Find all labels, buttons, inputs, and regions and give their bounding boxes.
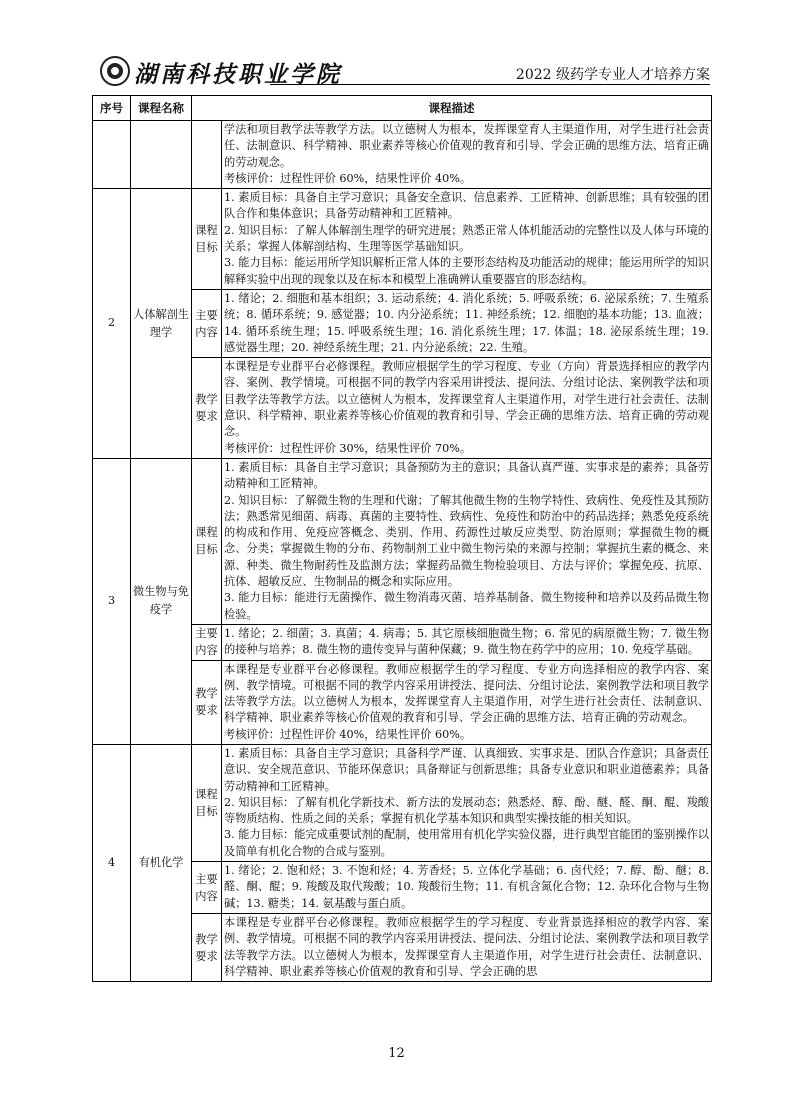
document-title: 2022 级药学专业人才培养方案 bbox=[515, 67, 710, 83]
page-header bbox=[100, 50, 710, 90]
school-name: 湖南科技职业学院 bbox=[134, 61, 342, 88]
course-contents: 1. 绪论；2. 细菌；3. 真菌；4. 病毒；5. 其它原核细胞微生物；6. 常见的病原微生物；7. 微生物的接种与培养；8. 微生物的遗传变异与菌种保藏；9. 微生物在药学中的应用；10. 免疫学基础。 bbox=[222, 624, 712, 660]
goal-label: 课程目标 bbox=[192, 744, 222, 861]
content-label: 主要内容 bbox=[192, 624, 222, 660]
table-row bbox=[93, 744, 712, 861]
course-goals: 1. 素质目标：具备自主学习意识；具备安全意识、信息素养、工匠精神、创新思维；具有较强的团队合作和集体意识；具备劳动精神和工匠精神。 2. 知识目标：了解人体解剖生理学的研究进展；熟悉正常人体机能活动的完整性以及人体与环境的关系；掌握人体解剖结构、生理等医学基础知识。 3. 能力目标：能运用所学知识解析正常人体的主要形态结构及功能活动的规律；能运用所学的知识解释实验中出现的现象以及在标本和模型上准确辨认重要器官的形态结构。 bbox=[222, 189, 712, 290]
course-no: 4 bbox=[93, 744, 131, 981]
goal-label: 课程目标 bbox=[192, 189, 222, 290]
course-goals: 1. 素质目标：具备自主学习意识；具备预防为主的意识；具备认真严谨、实事求是的素养；具备劳动精神和工匠精神。 2. 知识目标：了解微生物的生理和代谢；了解其他微生物的生物学特性、致病性、免疫性及其预防法；熟悉常见细菌、病毒、真菌的主要特性、致病性、免疫性和防治中的药品选择；熟悉免疫系统的构成和作用、免疫应答概念、类别、作用、药源性过敏反应类型、防治原则；掌握微生物的概念、分类；掌握微生物的分布、药物制剂工业中微生物污染的来源与控制；掌握抗生素的概念、来源、种类、微生物耐药性及监测方法；掌握药品微生物检验项目、方法与评价；掌握免疫、抗原、抗体、超敏反应、生物制品的概念和实际应用。 3. 能力目标：能进行无菌操作、微生物消毒灭菌、培养基制备、微生物接种和培养以及药品微生物检验。 bbox=[222, 458, 712, 624]
requirement-label: 教学要求 bbox=[192, 358, 222, 459]
course-name: 微生物与免疫学 bbox=[131, 458, 192, 744]
course-requirements: 本课程是专业群平台必修课程。教师应根据学生的学习程度、专业方向选择相应的教学内容、案例、教学情境。可根据不同的教学内容采用讲授法、提问法、分组讨论法、案例教学法和项目教学法等教学方法。以立德树人为根本，发挥课堂育人主渠道作用，对学生进行社会责任、法制意识、科学精神、职业素养等核心价值观的教育和引导、学会正确的思维方法、培育正确的劳动观念。 考核评价：过程性评价 40%，结果性评价 60%。 bbox=[222, 660, 712, 744]
header-rule bbox=[270, 84, 710, 85]
course-name: 人体解剖生理学 bbox=[131, 189, 192, 459]
course-table bbox=[92, 95, 712, 982]
header-course-desc: 课程描述 bbox=[192, 96, 712, 121]
header-course-name: 课程名称 bbox=[131, 96, 192, 121]
course-no: 3 bbox=[93, 458, 131, 744]
course-name: 有机化学 bbox=[131, 744, 192, 981]
table-row bbox=[93, 189, 712, 290]
school-logo-icon bbox=[100, 56, 130, 86]
table-row-continuation bbox=[93, 121, 712, 189]
course-contents: 1. 绪论；2. 细胞和基本组织；3. 运动系统；4. 消化系统；5. 呼吸系统；6. 泌尿系统；7. 生殖系统；8. 循环系统；9. 感觉器；10. 内分泌系统；11. 神经系统；12. 细胞的基本功能；13. 血液；14. 循环系统生理；15. 呼吸系统生理；16. 消化系统生理；17. 体温；18. 泌尿系统生理；19. 感觉器生理；20. 神经系统生理；21. 内分泌系统；22. 生殖。 bbox=[222, 289, 712, 357]
course-contents: 1. 绪论；2. 饱和烃；3. 不饱和烃；4. 芳香烃；5. 立体化学基础；6. 卤代烃；7. 醇、酚、醚；8. 醛、酮、醌；9. 羧酸及取代羧酸；10. 羧酸衍生物；11. 有机含氮化合物；12. 杂环化合物与生物碱；13. 糖类；14. 氨基酸与蛋白质。 bbox=[222, 862, 712, 914]
course-requirements: 本课程是专业群平台必修课程。教师应根据学生的学习程度、专业背景选择相应的教学内容、案例、教学情境。可根据不同的教学内容采用讲授法、提问法、分组讨论法、案例教学法和项目教学法等教学方法。以立德树人为根本，发挥课堂育人主渠道作用，对学生进行社会责任、法制意识、科学精神、职业素养等核心价值观的教育和引导、学会正确的思 bbox=[222, 913, 712, 981]
header-no: 序号 bbox=[93, 96, 131, 121]
content-label: 主要内容 bbox=[192, 862, 222, 914]
goal-label: 课程目标 bbox=[192, 458, 222, 624]
table-row bbox=[93, 458, 712, 624]
course-requirements: 本课程是专业群平台必修课程。教师应根据学生的学习程度、专业（方向）背景选择相应的教学内容、案例、教学情境。可根据不同的教学内容采用讲授法、提问法、分组讨论法、案例教学法和项目教学法等教学方法。以立德树人为根本，发挥课堂育人主渠道作用，对学生进行社会责任、法制意识、科学精神、职业素养等核心价值观的教育和引导、学会正确的思维方法、培育正确的劳动观念。 考核评价：过程性评价 30%，结果性评价 70%。 bbox=[222, 358, 712, 459]
continuation-text: 学法和项目教学法等教学方法。以立德树人为根本，发挥课堂育人主渠道作用，对学生进行社会责任、法制意识、科学精神、职业素养等核心价值观的教育和引导、学会正确的思维方法、培育正确的劳动观念。 考核评价：过程性评价 60%，结果性评价 40%。 bbox=[222, 121, 712, 189]
table-header-row bbox=[93, 96, 712, 121]
course-goals: 1. 素质目标：具备自主学习意识；具备科学严谨、认真细致、实事求是、团队合作意识；具备责任意识、安全规范意识、节能环保意识；具备辩证与创新思维；具备专业意识和职业道德素养；具备劳动精神和工匠精神。 2. 知识目标：了解有机化学新技术、新方法的发展动态；熟悉烃、醇、酚、醚、醛、酮、醌、羧酸等物质结构、性质之间的关系；掌握有机化学基本知识和典型实操技能的相关知识。 3. 能力目标：能完成重要试剂的配制，使用常用有机化学实验仪器，进行典型官能团的鉴别操作以及简单有机化合物的合成与鉴别。 bbox=[222, 744, 712, 861]
requirement-label: 教学要求 bbox=[192, 660, 222, 744]
course-no: 2 bbox=[93, 189, 131, 459]
page-number: 12 bbox=[388, 1046, 405, 1061]
content-label: 主要内容 bbox=[192, 289, 222, 357]
requirement-label: 教学要求 bbox=[192, 913, 222, 981]
